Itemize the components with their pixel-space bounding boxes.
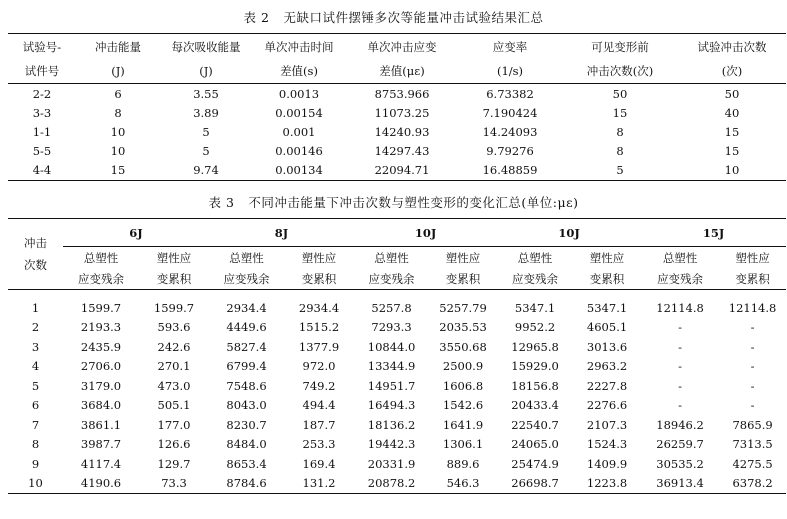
table-cell: 2-2 xyxy=(32,86,52,101)
table-cell: 12965.8 xyxy=(511,339,559,354)
table-cell: 169.4 xyxy=(302,456,336,471)
table-cell: 0.00154 xyxy=(275,105,323,120)
table3 xyxy=(8,218,786,494)
table-cell: 10 xyxy=(110,124,126,139)
table-cell: - xyxy=(750,339,755,354)
table-cell: 1223.8 xyxy=(573,474,641,494)
table-cell: 5347.1 xyxy=(514,300,556,315)
table2-header-cell: (次) xyxy=(678,59,786,84)
table-cell: 16494.3 xyxy=(367,398,416,413)
table-cell: 1306.1 xyxy=(442,437,484,452)
table-cell: 7313.5 xyxy=(732,437,773,452)
table-cell: - xyxy=(678,398,682,413)
table-cell: 26259.7 xyxy=(656,437,704,452)
table-cell: 8 xyxy=(616,144,624,159)
table-cell: 131.2 xyxy=(284,474,354,494)
sub-header-cell: 应变残余 xyxy=(209,268,284,290)
table-cell: 20878.2 xyxy=(354,474,429,494)
table-cell: 5 xyxy=(202,124,210,139)
table-cell: 19442.3 xyxy=(367,437,416,452)
table-cell: 10 xyxy=(110,144,126,159)
impact-count-cell: 4 xyxy=(31,359,40,374)
table-cell: 11073.25 xyxy=(374,105,430,120)
table2-header-cell: (1/s) xyxy=(458,59,562,84)
table-cell: 2435.9 xyxy=(80,339,122,354)
table2-header-cell: (J) xyxy=(160,59,252,84)
table2-caption-number: 表 2 xyxy=(243,10,270,25)
sub-header-cell: 总塑性 xyxy=(517,250,553,265)
table-row xyxy=(8,435,786,455)
table-cell: 4117.4 xyxy=(80,456,122,471)
row-header-line1: 冲击 xyxy=(24,236,47,250)
table-row xyxy=(8,376,786,396)
table-cell: 2500.9 xyxy=(442,359,484,374)
energy-group-header: 6J xyxy=(63,219,209,247)
table-cell: 5257.8 xyxy=(371,300,412,315)
table-cell: 18946.2 xyxy=(656,417,704,432)
table-cell: 593.6 xyxy=(157,320,191,335)
table-cell: 1409.9 xyxy=(586,456,628,471)
table-cell: 2706.0 xyxy=(80,359,122,374)
table-cell: 15 xyxy=(724,124,740,139)
table-cell: 36913.4 xyxy=(641,474,719,494)
table-cell: 3684.0 xyxy=(80,398,122,413)
table-cell: 473.0 xyxy=(157,378,191,393)
table-cell: 10 xyxy=(678,161,786,181)
table-cell: 22094.71 xyxy=(346,161,458,181)
table-cell: 7293.3 xyxy=(371,320,412,335)
energy-group-header: 8J xyxy=(209,219,354,247)
table2-header-cell: 每次吸收能量 xyxy=(160,34,252,60)
table-cell: 187.7 xyxy=(302,417,336,432)
table3-sub-row-1 xyxy=(8,247,786,269)
table-cell: 1377.9 xyxy=(298,339,340,354)
table2-header-cell: 试验冲击次数 xyxy=(678,34,786,60)
impact-count-cell: 2 xyxy=(31,320,40,335)
sub-header-cell: 塑性应 xyxy=(735,250,770,265)
table-cell: 5 xyxy=(202,144,210,159)
table-cell: 30535.2 xyxy=(656,456,704,471)
sub-header-cell: 变累积 xyxy=(573,268,641,290)
table-cell: 20331.9 xyxy=(367,456,416,471)
table-cell: 129.7 xyxy=(157,456,191,471)
table-cell: - xyxy=(750,320,755,335)
table-cell: 16.48859 xyxy=(458,161,562,181)
sub-header-cell: 总塑性 xyxy=(229,250,264,265)
table-cell: 20433.4 xyxy=(511,398,559,413)
impact-count-cell: 9 xyxy=(31,456,40,471)
table-cell: - xyxy=(678,339,682,354)
energy-group-header: 10J xyxy=(354,219,497,247)
sub-header-cell: 总塑性 xyxy=(662,250,698,265)
table-cell: 1599.7 xyxy=(80,300,122,315)
table-cell: 7865.9 xyxy=(732,417,773,432)
table-cell: 270.1 xyxy=(157,359,191,374)
table-cell: 242.6 xyxy=(157,339,191,354)
table2-header-cell: 冲击次数(次) xyxy=(562,59,678,84)
impact-count-cell: 7 xyxy=(31,417,40,432)
table-cell: 126.6 xyxy=(157,437,191,452)
table-row xyxy=(8,415,786,435)
sub-header-cell: 变累积 xyxy=(429,268,497,290)
table-cell: 50 xyxy=(612,86,628,101)
table-cell: 546.3 xyxy=(429,474,497,494)
table2-header-cell: 可见变形前 xyxy=(562,34,678,60)
table-cell: 972.0 xyxy=(302,359,336,374)
table-cell: 8653.4 xyxy=(226,456,267,471)
table-row xyxy=(8,84,786,104)
impact-count-cell: 1 xyxy=(31,300,40,315)
table3-group-row xyxy=(8,219,786,247)
table-cell: 50 xyxy=(724,86,740,101)
table-row xyxy=(8,454,786,474)
table3-caption-text: 不同冲击能量下冲击次数与塑性变形的变化汇总(单位:με) xyxy=(248,195,579,210)
table-cell: 0.0013 xyxy=(278,86,320,101)
table-cell: 2934.4 xyxy=(226,300,267,315)
table2-header-cell: (J) xyxy=(76,59,160,84)
table-cell: 3987.7 xyxy=(80,437,122,452)
table-cell: 2963.2 xyxy=(586,359,628,374)
table-cell: 9.79276 xyxy=(486,144,534,159)
table-cell: 3861.1 xyxy=(80,417,122,432)
table-cell: 3179.0 xyxy=(80,378,122,393)
table-cell: 15929.0 xyxy=(511,359,559,374)
table2-header-row-1 xyxy=(8,34,786,60)
table2-header-row-2 xyxy=(8,59,786,84)
table-cell: 253.3 xyxy=(302,437,336,452)
table-cell: 14.24093 xyxy=(482,124,538,139)
table-cell: 1599.7 xyxy=(153,300,195,315)
table-cell: 2934.4 xyxy=(298,300,340,315)
impact-count-cell: 3 xyxy=(31,339,40,354)
table-cell: 73.3 xyxy=(139,474,209,494)
sub-header-cell: 塑性应 xyxy=(445,250,481,265)
table3-sub-row-2 xyxy=(8,268,786,290)
table-row xyxy=(8,357,786,377)
table-cell: 2276.6 xyxy=(586,398,628,413)
row-header-line2: 次数 xyxy=(24,258,47,272)
table-cell: 12114.8 xyxy=(656,300,704,315)
table2-header-cell: 差值(με) xyxy=(346,59,458,84)
table-cell: 494.4 xyxy=(302,398,336,413)
table-cell: 12114.8 xyxy=(728,300,777,315)
table-cell: 7.190424 xyxy=(482,105,538,120)
table-cell: 0.00146 xyxy=(275,144,323,159)
table-cell: 9952.2 xyxy=(514,320,556,335)
table-cell: 749.2 xyxy=(302,378,336,393)
table-cell: 889.6 xyxy=(446,456,480,471)
table3-row-header xyxy=(8,219,63,290)
sub-header-cell: 塑性应 xyxy=(589,250,625,265)
energy-group-header: 10J xyxy=(497,219,641,247)
table-cell: 15 xyxy=(612,105,628,120)
table2-header-cell: 单次冲击应变 xyxy=(346,34,458,60)
sub-header-cell: 应变残余 xyxy=(354,268,429,290)
table-cell: 6.73382 xyxy=(486,86,534,101)
table-cell: 8484.0 xyxy=(226,437,267,452)
table-cell: 3550.68 xyxy=(439,339,487,354)
table2-caption xyxy=(0,8,787,26)
table-cell: 2193.3 xyxy=(80,320,122,335)
table-cell: - xyxy=(750,378,755,393)
table-cell: 15 xyxy=(76,161,160,181)
table-cell: 26698.7 xyxy=(497,474,573,494)
table-cell: 4449.6 xyxy=(226,320,267,335)
table-cell: 3-3 xyxy=(32,105,52,120)
table-cell: 8043.0 xyxy=(226,398,267,413)
table-cell: 1524.3 xyxy=(586,437,628,452)
sub-header-cell: 总塑性 xyxy=(374,250,409,265)
table-row xyxy=(8,474,786,494)
table2-header-cell: 差值(s) xyxy=(252,59,346,84)
impact-count-cell: 6 xyxy=(31,398,40,413)
table-cell: - xyxy=(750,359,755,374)
table-cell: 2107.3 xyxy=(586,417,628,432)
impact-count-cell: 10 xyxy=(8,474,63,494)
sub-header-cell: 应变残余 xyxy=(63,268,139,290)
table-cell: 2227.8 xyxy=(586,378,628,393)
table-cell: 1-1 xyxy=(32,124,52,139)
table-cell: 5257.79 xyxy=(439,300,487,315)
table-row xyxy=(8,337,786,357)
sub-header-cell: 总塑性 xyxy=(83,250,119,265)
table-cell: 18136.2 xyxy=(367,417,416,432)
table-cell: 4275.5 xyxy=(732,456,773,471)
table-cell: 15 xyxy=(724,144,740,159)
table-row xyxy=(8,396,786,416)
sub-header-cell: 变累积 xyxy=(284,268,354,290)
table-cell: 10844.0 xyxy=(367,339,416,354)
table2-header-cell: 试件号 xyxy=(8,59,76,84)
table-cell: 7548.6 xyxy=(226,378,267,393)
table3-caption xyxy=(0,193,787,211)
table-cell: 3.89 xyxy=(193,105,219,120)
table-cell: 6 xyxy=(114,86,122,101)
table-cell: 5347.1 xyxy=(586,300,628,315)
table-cell: 8753.966 xyxy=(374,86,430,101)
sub-header-cell: 塑性应 xyxy=(301,250,337,265)
table-cell: 1606.8 xyxy=(442,378,484,393)
sub-header-cell: 变累积 xyxy=(719,268,786,290)
table-cell: 2035.53 xyxy=(439,320,487,335)
table-cell: 177.0 xyxy=(157,417,191,432)
table-cell: 14297.43 xyxy=(374,144,430,159)
table3-caption-number: 表 3 xyxy=(208,195,235,210)
table-cell: 9.74 xyxy=(160,161,252,181)
table-cell: 14951.7 xyxy=(367,378,416,393)
table-cell: 0.00134 xyxy=(252,161,346,181)
table-cell: 5827.4 xyxy=(226,339,267,354)
table-cell: - xyxy=(678,320,682,335)
table-row xyxy=(8,161,786,181)
impact-count-cell: 8 xyxy=(31,437,40,452)
table-cell: 22540.7 xyxy=(511,417,559,432)
table-cell: 3.55 xyxy=(193,86,219,101)
table-cell: 5-5 xyxy=(32,144,52,159)
table-cell: 1542.6 xyxy=(442,398,484,413)
table2-header-cell: 单次冲击时间 xyxy=(252,34,346,60)
table-cell: 505.1 xyxy=(157,398,191,413)
table-cell: 13344.9 xyxy=(367,359,416,374)
sub-header-cell: 应变残余 xyxy=(641,268,719,290)
sub-header-cell: 塑性应 xyxy=(156,250,192,265)
table-cell: 8230.7 xyxy=(226,417,267,432)
table-row xyxy=(8,142,786,161)
table-cell: - xyxy=(750,398,755,413)
table-cell: - xyxy=(678,378,682,393)
energy-group-header: 15J xyxy=(641,219,786,247)
table-cell: 8784.6 xyxy=(209,474,284,494)
table-cell: 18156.8 xyxy=(511,378,559,393)
table-row xyxy=(8,103,786,122)
table-cell: 1641.9 xyxy=(442,417,484,432)
table-cell: 1515.2 xyxy=(298,320,340,335)
table-cell: 24065.0 xyxy=(511,437,559,452)
table-cell: 6799.4 xyxy=(226,359,267,374)
table-cell: - xyxy=(678,359,682,374)
table-row xyxy=(8,290,786,318)
table-cell: 4190.6 xyxy=(63,474,139,494)
impact-count-cell: 5 xyxy=(31,378,40,393)
table-cell: 3013.6 xyxy=(586,339,628,354)
table2-header-cell: 试验号- xyxy=(8,34,76,60)
table-cell: 4-4 xyxy=(8,161,76,181)
table2 xyxy=(8,33,786,181)
table-row xyxy=(8,318,786,338)
table-cell: 25474.9 xyxy=(511,456,559,471)
table2-caption-text: 无缺口试件摆锤多次等能量冲击试验结果汇总 xyxy=(283,10,544,25)
table-row xyxy=(8,122,786,141)
table-cell: 6378.2 xyxy=(719,474,786,494)
sub-header-cell: 应变残余 xyxy=(497,268,573,290)
table-cell: 4605.1 xyxy=(586,320,628,335)
table2-header-cell: 应变率 xyxy=(458,34,562,60)
sub-header-cell: 变累积 xyxy=(139,268,209,290)
table-cell: 14240.93 xyxy=(374,124,430,139)
table-cell: 40 xyxy=(724,105,740,120)
table-cell: 8 xyxy=(114,105,122,120)
table2-header-cell: 冲击能量 xyxy=(76,34,160,60)
table-cell: 0.001 xyxy=(282,124,316,139)
table-cell: 5 xyxy=(562,161,678,181)
table-cell: 8 xyxy=(616,124,624,139)
